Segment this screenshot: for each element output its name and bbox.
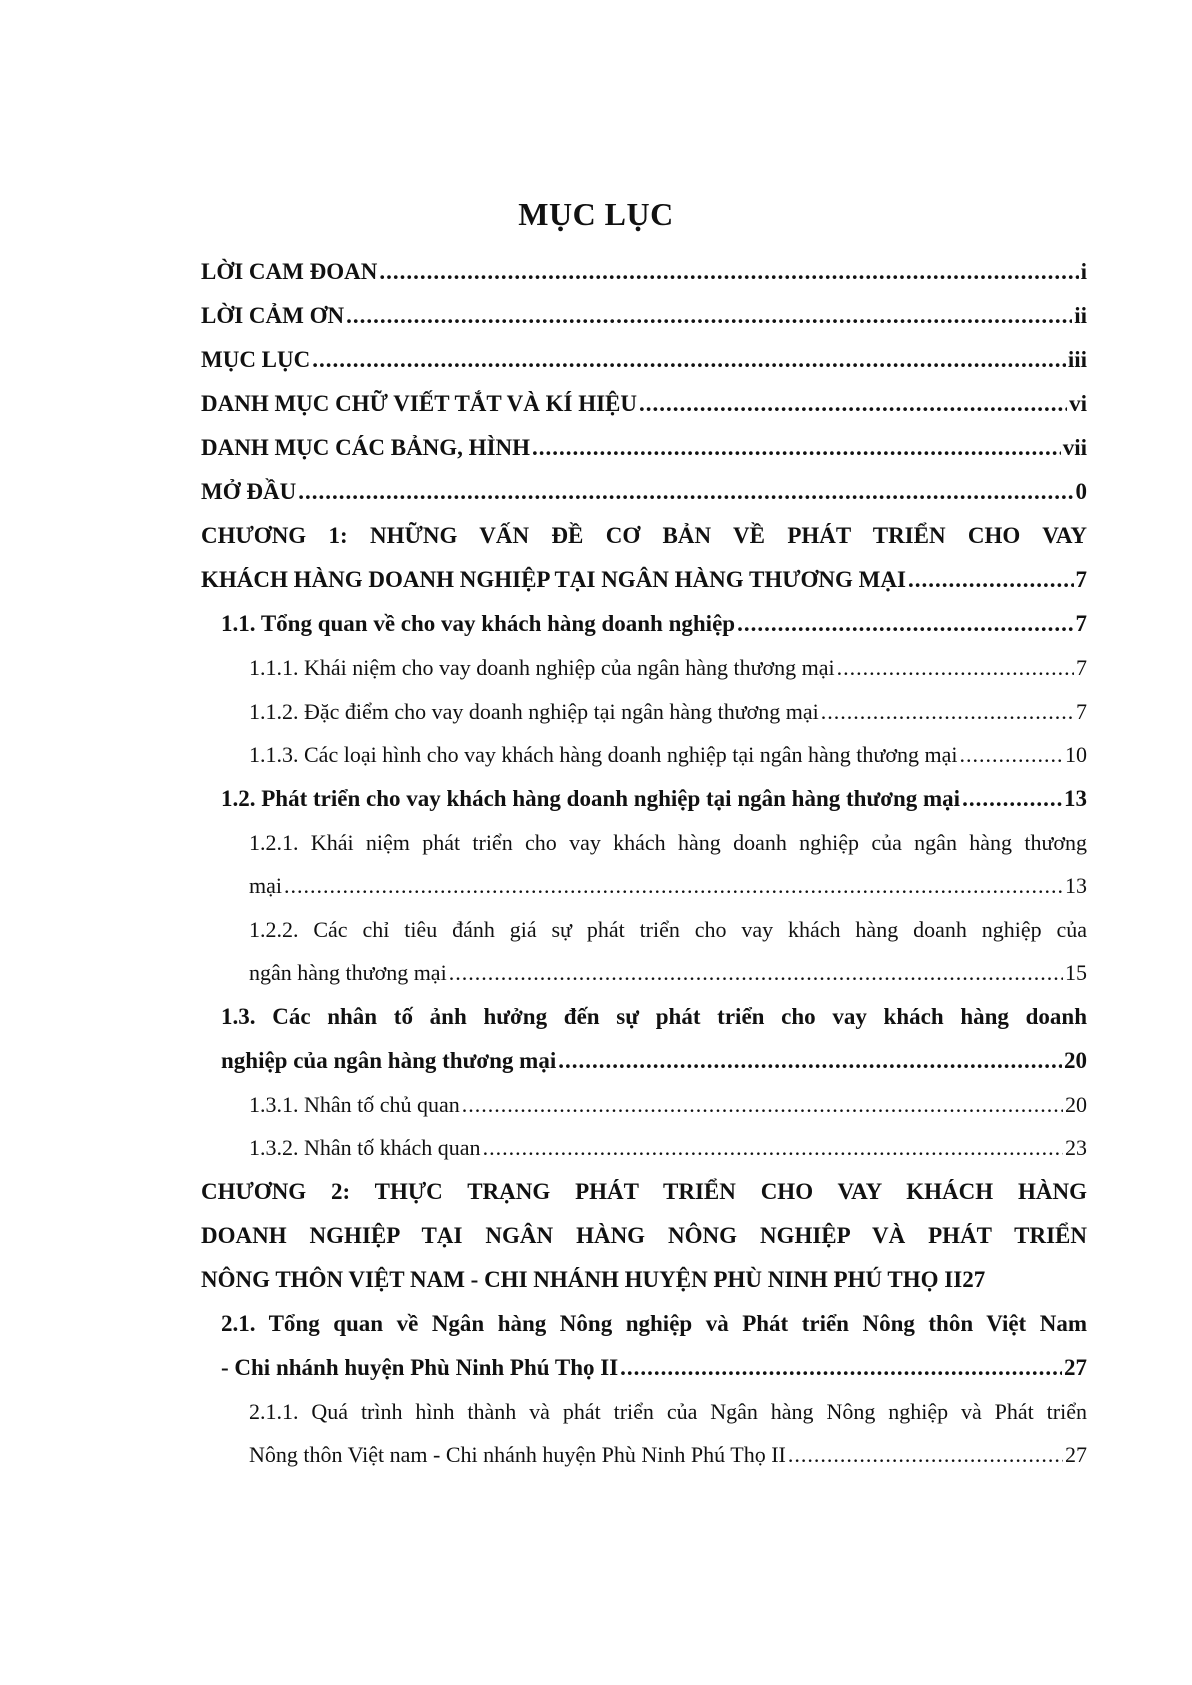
toc-entry-text: 1.2.1. Khái niệm phát triển cho vay khách hàng doanh nghiệp của ngân hàng thương xyxy=(249,829,1087,855)
toc-entry-section-1-2-2-line1[interactable] xyxy=(249,908,1087,952)
toc-entry-text: 1.3.1. Nhân tố chủ quan xyxy=(249,1091,460,1117)
toc-page-number: vii xyxy=(1062,435,1087,460)
toc-leader-dots xyxy=(558,1039,1062,1083)
toc-leader-dots xyxy=(483,1126,1063,1170)
toc-entry-text: 1.3.2. Nhân tố khách quan xyxy=(249,1135,481,1160)
toc-leader-dots xyxy=(639,382,1067,426)
toc-page-number: 7 xyxy=(1076,698,1087,724)
toc-entry-mo-dau[interactable] xyxy=(201,470,1087,514)
toc-page-number: vi xyxy=(1069,391,1087,416)
toc-entry-text: MỤC LỤC xyxy=(201,347,311,372)
toc-leader-dots xyxy=(908,558,1074,602)
toc-leader-dots xyxy=(462,1083,1063,1127)
toc-entry-section-1-1-1[interactable] xyxy=(249,646,1087,690)
toc-entry-text: 2.1.1. Quá trình hình thành và phát triển của Ngân hàng Nông nghiệp và Phát triển xyxy=(249,1398,1087,1424)
table-of-contents xyxy=(201,250,1087,1477)
toc-entry-section-1-1[interactable] xyxy=(221,602,1087,646)
toc-leader-dots xyxy=(312,338,1066,382)
toc-page-number: 0 xyxy=(1075,479,1087,504)
toc-entry-danh-muc-chu-viet-tat[interactable] xyxy=(201,382,1087,426)
toc-page-number: 7 xyxy=(1075,567,1087,592)
toc-page-number: 7 xyxy=(1075,611,1087,636)
toc-leader-dots xyxy=(821,690,1074,734)
toc-entry-section-1-2-1-line1[interactable] xyxy=(249,821,1087,865)
toc-entry-chapter-2[interactable] xyxy=(201,1258,1087,1302)
toc-entry-section-2-1[interactable] xyxy=(221,1346,1087,1390)
toc-leader-dots xyxy=(532,426,1061,470)
toc-entry-text: ngân hàng thương mại xyxy=(249,960,447,985)
toc-entry-section-1-3-1[interactable] xyxy=(249,1083,1087,1127)
toc-entry-section-1-2-2[interactable] xyxy=(249,951,1087,995)
toc-entry-text: 1.1.3. Các loại hình cho vay khách hàng doanh nghiệp tại ngân hàng thương mại xyxy=(249,742,958,767)
toc-page-number: i xyxy=(1080,259,1087,284)
toc-entry-section-1-1-3[interactable] xyxy=(249,733,1087,777)
toc-page-number: 27 xyxy=(962,1266,986,1292)
toc-entry-text: nghiệp của ngân hàng thương mại xyxy=(221,1047,557,1073)
toc-entry-text: LỜI CAM ĐOAN xyxy=(201,259,378,284)
toc-entry-text: KHÁCH HÀNG DOANH NGHIỆP TẠI NGÂN HÀNG THƯƠNG MẠI xyxy=(201,567,906,592)
toc-entry-text: NÔNG THÔN VIỆT NAM - CHI NHÁNH HUYỆN PHÙ NINH PHÚ THỌ II xyxy=(201,1266,963,1292)
toc-page-number: iii xyxy=(1067,347,1087,372)
toc-page-number: 20 xyxy=(1064,1047,1087,1073)
toc-entry-section-1-3-2[interactable] xyxy=(249,1126,1087,1170)
toc-leader-dots xyxy=(620,1346,1062,1390)
toc-entry-chapter-1-line1[interactable] xyxy=(201,514,1087,558)
toc-leader-dots xyxy=(298,470,1073,514)
toc-entry-text: LỜI CẢM ƠN xyxy=(201,303,345,328)
toc-page-number: 13 xyxy=(1064,785,1087,811)
toc-entry-text: DANH MỤC CHỮ VIẾT TẮT VÀ KÍ HIỆU xyxy=(201,391,638,416)
toc-entry-text: 1.2.2. Các chỉ tiêu đánh giá sự phát triển cho vay khách hàng doanh nghiệp của xyxy=(249,916,1087,942)
toc-leader-dots xyxy=(346,294,1072,338)
toc-entry-text: CHƯƠNG 2: THỰC TRẠNG PHÁT TRIỂN CHO VAY KHÁCH HÀNG xyxy=(201,1178,1087,1204)
toc-entry-section-1-2[interactable] xyxy=(221,777,1087,821)
toc-page-number: 27 xyxy=(1064,1354,1087,1380)
toc-leader-dots xyxy=(737,602,1073,646)
toc-leader-dots xyxy=(379,250,1078,294)
toc-entry-loi-cam-on[interactable] xyxy=(201,294,1087,338)
toc-page-number: 15 xyxy=(1065,960,1087,985)
toc-entry-loi-cam-doan[interactable] xyxy=(201,250,1087,294)
toc-leader-dots xyxy=(837,646,1074,690)
toc-entry-danh-muc-bang-hinh[interactable] xyxy=(201,426,1087,470)
toc-entry-text: DANH MỤC CÁC BẢNG, HÌNH xyxy=(201,435,531,460)
toc-leader-dots xyxy=(449,951,1063,995)
toc-leader-dots xyxy=(788,1433,1063,1477)
toc-page-number: 23 xyxy=(1065,1135,1087,1160)
toc-leader-dots xyxy=(959,733,1063,777)
toc-entry-text: 2.1. Tổng quan về Ngân hàng Nông nghiệp và Phát triển Nông thôn Việt Nam xyxy=(221,1310,1087,1336)
toc-entry-chapter-2-line1[interactable] xyxy=(201,1170,1087,1214)
toc-entry-text: mại xyxy=(249,873,282,898)
toc-entry-section-1-3-line1[interactable] xyxy=(221,995,1087,1039)
toc-page-number: 13 xyxy=(1065,873,1087,898)
toc-entry-muc-luc[interactable] xyxy=(201,338,1087,382)
toc-entry-section-2-1-line1[interactable] xyxy=(221,1302,1087,1346)
toc-entry-section-1-1-2[interactable] xyxy=(249,690,1087,734)
toc-entry-text: - Chi nhánh huyện Phù Ninh Phú Thọ II xyxy=(221,1354,619,1380)
toc-page-number: 20 xyxy=(1065,1091,1087,1117)
toc-entry-section-1-2-1[interactable] xyxy=(249,864,1087,908)
toc-entry-text: 1.1.1. Khái niệm cho vay doanh nghiệp của ngân hàng thương mại xyxy=(249,655,835,680)
toc-entry-text: 1.2. Phát triển cho vay khách hàng doanh nghiệp tại ngân hàng thương mại xyxy=(221,785,961,811)
toc-entry-text: 1.3. Các nhân tố ảnh hưởng đến sự phát triển cho vay khách hàng doanh xyxy=(221,1003,1087,1029)
toc-entry-text: 1.1.2. Đặc điểm cho vay doanh nghiệp tại ngân hàng thương mại xyxy=(249,698,819,724)
toc-entry-text: MỞ ĐẦU xyxy=(201,479,297,504)
toc-page-number: 27 xyxy=(1065,1442,1087,1467)
toc-entry-text: Nông thôn Việt nam - Chi nhánh huyện Phù Ninh Phú Thọ II xyxy=(249,1442,786,1467)
toc-leader-dots xyxy=(284,864,1063,908)
toc-entry-section-2-1-1[interactable] xyxy=(249,1433,1087,1477)
toc-entry-text: DOANH NGHIỆP TẠI NGÂN HÀNG NÔNG NGHIỆP VÀ PHÁT TRIỂN xyxy=(201,1222,1087,1248)
toc-entry-section-1-3[interactable] xyxy=(221,1039,1087,1083)
toc-page-number: 7 xyxy=(1076,655,1087,680)
toc-entry-text: 1.1. Tổng quan về cho vay khách hàng doanh nghiệp xyxy=(221,611,736,636)
toc-entry-chapter-2-line2[interactable] xyxy=(201,1214,1087,1258)
toc-entry-chapter-1[interactable] xyxy=(201,558,1087,602)
toc-leader-dots xyxy=(962,777,1062,821)
toc-page-number: 10 xyxy=(1065,742,1087,767)
page-title: MỤC LỤC xyxy=(518,196,674,232)
toc-entry-text: CHƯƠNG 1: NHỮNG VẤN ĐỀ CƠ BẢN VỀ PHÁT TRIỂN CHO VAY xyxy=(201,523,1087,548)
toc-entry-section-2-1-1-line1[interactable] xyxy=(249,1390,1087,1434)
toc-page-number: ii xyxy=(1074,303,1087,328)
